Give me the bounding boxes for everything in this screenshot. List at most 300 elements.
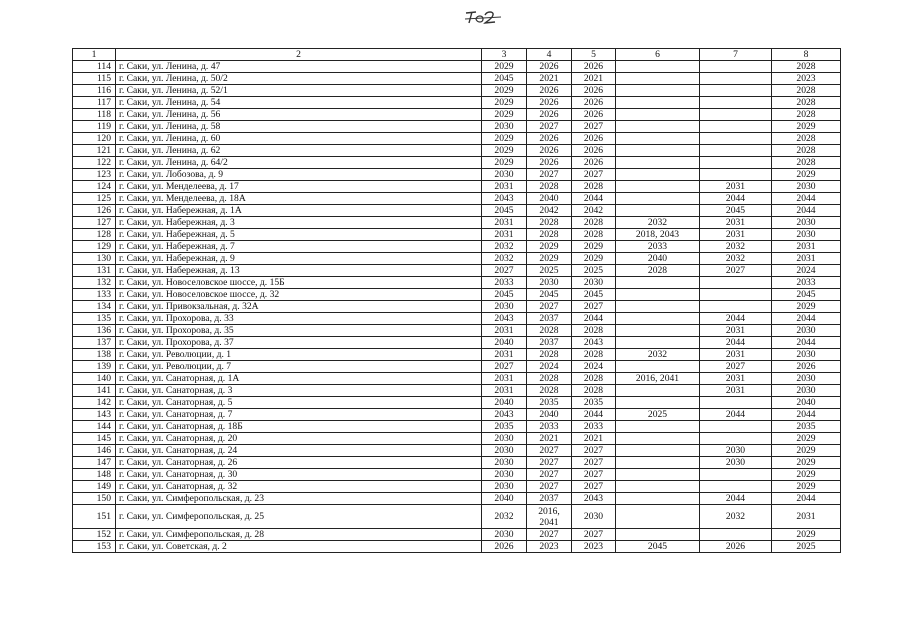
cell-year-col-7 xyxy=(700,469,772,481)
cell-year-col-7: 2031 xyxy=(700,385,772,397)
cell-year-col-3: 2043 xyxy=(482,409,527,421)
cell-year-col-7: 2032 xyxy=(700,253,772,265)
cell-row-number: 142 xyxy=(73,397,116,409)
cell-year-col-6 xyxy=(616,385,700,397)
cell-year-col-6 xyxy=(616,397,700,409)
header-col-7: 7 xyxy=(700,49,772,61)
cell-year-col-7 xyxy=(700,85,772,97)
cell-row-number: 134 xyxy=(73,301,116,313)
cell-year-col-8: 2028 xyxy=(772,145,841,157)
cell-row-number: 136 xyxy=(73,325,116,337)
cell-year-col-8: 2028 xyxy=(772,61,841,73)
cell-year-col-8: 2030 xyxy=(772,325,841,337)
cell-year-col-8: 2044 xyxy=(772,493,841,505)
cell-address: г. Саки, ул. Симферопольская, д. 25 xyxy=(116,505,482,529)
cell-year-col-5: 2026 xyxy=(572,61,616,73)
cell-year-col-3: 2030 xyxy=(482,121,527,133)
cell-year-col-7: 2032 xyxy=(700,241,772,253)
cell-year-col-4: 2028 xyxy=(527,349,572,361)
cell-year-col-6: 2032 xyxy=(616,217,700,229)
cell-address: г. Саки, ул. Новоселовское шоссе, д. 32 xyxy=(116,289,482,301)
cell-year-col-8: 2045 xyxy=(772,289,841,301)
table-row xyxy=(73,133,841,145)
cell-year-col-3: 2032 xyxy=(482,505,527,529)
cell-row-number: 146 xyxy=(73,445,116,457)
cell-year-col-6 xyxy=(616,145,700,157)
cell-year-col-4: 2029 xyxy=(527,241,572,253)
cell-year-col-8: 2030 xyxy=(772,229,841,241)
cell-year-col-7 xyxy=(700,289,772,301)
table-row xyxy=(73,109,841,121)
cell-year-col-7: 2044 xyxy=(700,313,772,325)
cell-year-col-7: 2044 xyxy=(700,493,772,505)
table-row xyxy=(73,217,841,229)
cell-year-col-3: 2040 xyxy=(482,397,527,409)
cell-year-col-6 xyxy=(616,181,700,193)
cell-year-col-8: 2029 xyxy=(772,121,841,133)
cell-year-col-7 xyxy=(700,529,772,541)
cell-year-col-4: 2027 xyxy=(527,301,572,313)
header-col-5: 5 xyxy=(572,49,616,61)
cell-year-col-7: 2045 xyxy=(700,205,772,217)
cell-address: г. Саки, ул. Лобозова, д. 9 xyxy=(116,169,482,181)
table-row xyxy=(73,469,841,481)
cell-row-number: 124 xyxy=(73,181,116,193)
cell-year-col-3: 2030 xyxy=(482,445,527,457)
cell-row-number: 119 xyxy=(73,121,116,133)
cell-year-col-7: 2031 xyxy=(700,229,772,241)
cell-year-col-3: 2035 xyxy=(482,421,527,433)
cell-address: г. Саки, ул. Набережная, д. 9 xyxy=(116,253,482,265)
cell-year-col-3: 2026 xyxy=(482,541,527,553)
cell-year-col-6 xyxy=(616,433,700,445)
cell-year-col-5: 2026 xyxy=(572,97,616,109)
cell-year-col-8: 2029 xyxy=(772,469,841,481)
cell-year-col-5: 2044 xyxy=(572,409,616,421)
cell-year-col-4: 2028 xyxy=(527,229,572,241)
cell-row-number: 133 xyxy=(73,289,116,301)
table-row xyxy=(73,169,841,181)
cell-year-col-5: 2027 xyxy=(572,301,616,313)
cell-year-col-7: 2044 xyxy=(700,337,772,349)
cell-row-number: 131 xyxy=(73,265,116,277)
cell-address: г. Саки, ул. Менделеева, д. 17 xyxy=(116,181,482,193)
cell-year-col-5: 2026 xyxy=(572,145,616,157)
cell-year-col-7: 2031 xyxy=(700,181,772,193)
cell-year-col-4: 2024 xyxy=(527,361,572,373)
cell-year-col-8: 2044 xyxy=(772,313,841,325)
cell-address: г. Саки, ул. Санаторная, д. 1А xyxy=(116,373,482,385)
cell-row-number: 120 xyxy=(73,133,116,145)
cell-row-number: 149 xyxy=(73,481,116,493)
cell-year-col-8: 2028 xyxy=(772,109,841,121)
cell-year-col-5: 2027 xyxy=(572,169,616,181)
cell-address: г. Саки, ул. Санаторная, д. 5 xyxy=(116,397,482,409)
cell-year-col-5: 2027 xyxy=(572,445,616,457)
cell-year-col-4: 2021 xyxy=(527,73,572,85)
cell-year-col-4: 2045 xyxy=(527,289,572,301)
cell-year-col-8: 2031 xyxy=(772,505,841,529)
cell-year-col-7 xyxy=(700,481,772,493)
cell-year-col-3: 2029 xyxy=(482,85,527,97)
cell-year-col-6 xyxy=(616,289,700,301)
cell-year-col-7: 2031 xyxy=(700,349,772,361)
cell-year-col-4: 2027 xyxy=(527,169,572,181)
cell-row-number: 141 xyxy=(73,385,116,397)
cell-year-col-4: 2033 xyxy=(527,421,572,433)
cell-address: г. Саки, ул. Революции, д. 1 xyxy=(116,349,482,361)
cell-year-col-3: 2029 xyxy=(482,109,527,121)
table-row xyxy=(73,73,841,85)
cell-year-col-7 xyxy=(700,157,772,169)
table-row xyxy=(73,349,841,361)
cell-year-col-8: 2029 xyxy=(772,433,841,445)
cell-year-col-5: 2028 xyxy=(572,373,616,385)
cell-year-col-8: 2035 xyxy=(772,421,841,433)
cell-year-col-5: 2021 xyxy=(572,433,616,445)
cell-year-col-6: 2016, 2041 xyxy=(616,373,700,385)
table-row xyxy=(73,85,841,97)
cell-row-number: 122 xyxy=(73,157,116,169)
cell-year-col-5: 2043 xyxy=(572,493,616,505)
cell-year-col-7 xyxy=(700,277,772,289)
cell-year-col-5: 2044 xyxy=(572,313,616,325)
cell-year-col-5: 2023 xyxy=(572,541,616,553)
cell-year-col-7 xyxy=(700,397,772,409)
table-row xyxy=(73,385,841,397)
cell-address: г. Саки, ул. Прохорова, д. 37 xyxy=(116,337,482,349)
cell-year-col-3: 2030 xyxy=(482,481,527,493)
cell-year-col-3: 2031 xyxy=(482,325,527,337)
cell-year-col-4: 2026 xyxy=(527,133,572,145)
header-col-4: 4 xyxy=(527,49,572,61)
table-row xyxy=(73,397,841,409)
cell-year-col-5: 2024 xyxy=(572,361,616,373)
table-body xyxy=(73,61,841,553)
table-row xyxy=(73,97,841,109)
cell-year-col-4: 2028 xyxy=(527,181,572,193)
cell-row-number: 140 xyxy=(73,373,116,385)
table-row xyxy=(73,229,841,241)
cell-year-col-3: 2030 xyxy=(482,457,527,469)
cell-year-col-8: 2028 xyxy=(772,133,841,145)
cell-address: г. Саки, ул. Революции, д. 7 xyxy=(116,361,482,373)
header-row xyxy=(73,49,841,61)
data-table xyxy=(72,48,841,553)
cell-year-col-8: 2029 xyxy=(772,169,841,181)
table-row xyxy=(73,337,841,349)
cell-row-number: 135 xyxy=(73,313,116,325)
cell-address: г. Саки, ул. Набережная, д. 5 xyxy=(116,229,482,241)
cell-year-col-8: 2029 xyxy=(772,457,841,469)
header-col-2: 2 xyxy=(116,49,482,61)
cell-year-col-4: 2040 xyxy=(527,193,572,205)
cell-year-col-4: 2025 xyxy=(527,265,572,277)
cell-address: г. Саки, ул. Ленина, д. 60 xyxy=(116,133,482,145)
cell-year-col-5: 2026 xyxy=(572,109,616,121)
cell-year-col-3: 2031 xyxy=(482,229,527,241)
cell-year-col-4: 2021 xyxy=(527,433,572,445)
cell-year-col-4: 2035 xyxy=(527,397,572,409)
handwritten-page-number xyxy=(463,6,503,28)
cell-address: г. Саки, ул. Санаторная, д. 7 xyxy=(116,409,482,421)
table-row xyxy=(73,61,841,73)
cell-year-col-4: 2037 xyxy=(527,313,572,325)
cell-row-number: 125 xyxy=(73,193,116,205)
cell-year-col-6 xyxy=(616,73,700,85)
cell-row-number: 150 xyxy=(73,493,116,505)
cell-address: г. Саки, ул. Набережная, д. 7 xyxy=(116,241,482,253)
cell-row-number: 137 xyxy=(73,337,116,349)
cell-year-col-4: 2028 xyxy=(527,373,572,385)
cell-year-col-7: 2044 xyxy=(700,409,772,421)
header-col-6: 6 xyxy=(616,49,700,61)
cell-address: г. Саки, ул. Прохорова, д. 33 xyxy=(116,313,482,325)
table-row xyxy=(73,205,841,217)
cell-year-col-8: 2023 xyxy=(772,73,841,85)
cell-year-col-3: 2029 xyxy=(482,97,527,109)
cell-address: г. Саки, ул. Набережная, д. 1А xyxy=(116,205,482,217)
cell-year-col-5: 2027 xyxy=(572,121,616,133)
cell-year-col-6 xyxy=(616,61,700,73)
cell-year-col-6 xyxy=(616,301,700,313)
cell-year-col-7 xyxy=(700,97,772,109)
cell-year-col-4: 2026 xyxy=(527,109,572,121)
table-row xyxy=(73,193,841,205)
cell-address: г. Саки, ул. Набережная, д. 13 xyxy=(116,265,482,277)
cell-year-col-6 xyxy=(616,205,700,217)
cell-year-col-4: 2027 xyxy=(527,121,572,133)
cell-address: г. Саки, ул. Советская, д. 2 xyxy=(116,541,482,553)
cell-year-col-7 xyxy=(700,61,772,73)
cell-year-col-3: 2027 xyxy=(482,361,527,373)
cell-year-col-4: 2027 xyxy=(527,469,572,481)
cell-year-col-4: 2030 xyxy=(527,277,572,289)
table-row xyxy=(73,181,841,193)
cell-year-col-6: 2040 xyxy=(616,253,700,265)
cell-year-col-7 xyxy=(700,433,772,445)
cell-year-col-6: 2025 xyxy=(616,409,700,421)
table-row xyxy=(73,541,841,553)
cell-year-col-8: 2030 xyxy=(772,181,841,193)
cell-year-col-8: 2033 xyxy=(772,277,841,289)
cell-year-col-4: 2026 xyxy=(527,157,572,169)
cell-year-col-5: 2027 xyxy=(572,457,616,469)
cell-year-col-7 xyxy=(700,169,772,181)
table-row xyxy=(73,373,841,385)
cell-year-col-3: 2029 xyxy=(482,61,527,73)
header-col-1: 1 xyxy=(73,49,116,61)
cell-year-col-6 xyxy=(616,325,700,337)
cell-year-col-3: 2030 xyxy=(482,529,527,541)
cell-year-col-7: 2031 xyxy=(700,325,772,337)
table-row xyxy=(73,253,841,265)
cell-row-number: 151 xyxy=(73,505,116,529)
cell-row-number: 145 xyxy=(73,433,116,445)
cell-year-col-8: 2031 xyxy=(772,241,841,253)
cell-row-number: 128 xyxy=(73,229,116,241)
cell-year-col-6 xyxy=(616,529,700,541)
cell-year-col-6 xyxy=(616,337,700,349)
cell-year-col-5: 2028 xyxy=(572,349,616,361)
data-table-container xyxy=(72,48,840,553)
cell-year-col-8: 2030 xyxy=(772,385,841,397)
header-col-8: 8 xyxy=(772,49,841,61)
cell-year-col-6 xyxy=(616,193,700,205)
cell-year-col-3: 2031 xyxy=(482,349,527,361)
cell-year-col-6 xyxy=(616,85,700,97)
cell-address: г. Саки, ул. Санаторная, д. 26 xyxy=(116,457,482,469)
cell-year-col-3: 2030 xyxy=(482,301,527,313)
cell-year-col-5: 2025 xyxy=(572,265,616,277)
table-row xyxy=(73,457,841,469)
cell-year-col-5: 2043 xyxy=(572,337,616,349)
cell-year-col-3: 2032 xyxy=(482,241,527,253)
cell-year-col-7: 2030 xyxy=(700,457,772,469)
cell-year-col-3: 2045 xyxy=(482,73,527,85)
cell-address: г. Саки, ул. Набережная, д. 3 xyxy=(116,217,482,229)
cell-year-col-7: 2031 xyxy=(700,217,772,229)
cell-address: г. Саки, ул. Ленина, д. 47 xyxy=(116,61,482,73)
cell-year-col-6 xyxy=(616,133,700,145)
cell-year-col-3: 2040 xyxy=(482,337,527,349)
table-row xyxy=(73,493,841,505)
cell-year-col-5: 2027 xyxy=(572,529,616,541)
table-row xyxy=(73,421,841,433)
table-row xyxy=(73,433,841,445)
cell-year-col-8: 2025 xyxy=(772,541,841,553)
cell-year-col-6 xyxy=(616,457,700,469)
cell-row-number: 129 xyxy=(73,241,116,253)
cell-row-number: 115 xyxy=(73,73,116,85)
cell-year-col-5: 2028 xyxy=(572,181,616,193)
cell-year-col-8: 2028 xyxy=(772,157,841,169)
cell-year-col-6: 2032 xyxy=(616,349,700,361)
cell-year-col-8: 2031 xyxy=(772,253,841,265)
cell-row-number: 148 xyxy=(73,469,116,481)
cell-year-col-5: 2026 xyxy=(572,85,616,97)
cell-row-number: 121 xyxy=(73,145,116,157)
cell-row-number: 144 xyxy=(73,421,116,433)
cell-year-col-5: 2029 xyxy=(572,253,616,265)
table-row xyxy=(73,505,841,529)
cell-year-col-4: 2026 xyxy=(527,97,572,109)
table-row xyxy=(73,313,841,325)
cell-row-number: 114 xyxy=(73,61,116,73)
cell-year-col-3: 2045 xyxy=(482,289,527,301)
cell-year-col-3: 2031 xyxy=(482,373,527,385)
table-row xyxy=(73,121,841,133)
table-row xyxy=(73,241,841,253)
cell-year-col-6 xyxy=(616,157,700,169)
cell-row-number: 117 xyxy=(73,97,116,109)
cell-year-col-6 xyxy=(616,97,700,109)
cell-year-col-3: 2030 xyxy=(482,469,527,481)
cell-year-col-3: 2033 xyxy=(482,277,527,289)
table-row xyxy=(73,481,841,493)
table-row xyxy=(73,361,841,373)
cell-row-number: 153 xyxy=(73,541,116,553)
cell-year-col-6 xyxy=(616,361,700,373)
cell-address: г. Саки, ул. Ленина, д. 56 xyxy=(116,109,482,121)
cell-year-col-4: 2026 xyxy=(527,145,572,157)
cell-year-col-3: 2032 xyxy=(482,253,527,265)
table-row xyxy=(73,265,841,277)
cell-year-col-3: 2043 xyxy=(482,193,527,205)
cell-row-number: 143 xyxy=(73,409,116,421)
cell-year-col-6: 2045 xyxy=(616,541,700,553)
cell-address: г. Саки, ул. Санаторная, д. 32 xyxy=(116,481,482,493)
cell-year-col-4: 2037 xyxy=(527,337,572,349)
cell-row-number: 152 xyxy=(73,529,116,541)
cell-year-col-8: 2028 xyxy=(772,85,841,97)
cell-year-col-6 xyxy=(616,445,700,457)
cell-year-col-6 xyxy=(616,421,700,433)
cell-year-col-8: 2044 xyxy=(772,409,841,421)
cell-year-col-4: 2040 xyxy=(527,409,572,421)
cell-year-col-5: 2027 xyxy=(572,469,616,481)
cell-year-col-4: 2027 xyxy=(527,529,572,541)
cell-year-col-6 xyxy=(616,121,700,133)
cell-year-col-5: 2028 xyxy=(572,385,616,397)
table-header xyxy=(73,49,841,61)
cell-row-number: 132 xyxy=(73,277,116,289)
cell-year-col-8: 2029 xyxy=(772,301,841,313)
cell-year-col-6 xyxy=(616,277,700,289)
cell-year-col-6: 2033 xyxy=(616,241,700,253)
cell-year-col-5: 2045 xyxy=(572,289,616,301)
cell-year-col-4: 2026 xyxy=(527,61,572,73)
cell-year-col-3: 2031 xyxy=(482,181,527,193)
cell-year-col-7 xyxy=(700,109,772,121)
cell-year-col-4: 2037 xyxy=(527,493,572,505)
cell-year-col-8: 2029 xyxy=(772,445,841,457)
cell-year-col-5: 2044 xyxy=(572,193,616,205)
cell-year-col-7: 2031 xyxy=(700,373,772,385)
cell-year-col-3: 2043 xyxy=(482,313,527,325)
page-number xyxy=(463,6,503,28)
cell-year-col-3: 2029 xyxy=(482,133,527,145)
cell-year-col-4: 2028 xyxy=(527,385,572,397)
cell-year-col-4: 2027 xyxy=(527,457,572,469)
cell-year-col-5: 2035 xyxy=(572,397,616,409)
cell-year-col-8: 2040 xyxy=(772,397,841,409)
cell-year-col-6 xyxy=(616,493,700,505)
cell-year-col-7: 2026 xyxy=(700,541,772,553)
cell-year-col-4: 2028 xyxy=(527,217,572,229)
cell-year-col-5: 2028 xyxy=(572,325,616,337)
cell-row-number: 126 xyxy=(73,205,116,217)
cell-row-number: 147 xyxy=(73,457,116,469)
cell-year-col-4: 2023 xyxy=(527,541,572,553)
cell-year-col-7: 2027 xyxy=(700,265,772,277)
cell-row-number: 127 xyxy=(73,217,116,229)
cell-year-col-8: 2044 xyxy=(772,337,841,349)
cell-row-number: 118 xyxy=(73,109,116,121)
cell-year-col-7: 2027 xyxy=(700,361,772,373)
cell-year-col-8: 2044 xyxy=(772,193,841,205)
cell-year-col-7 xyxy=(700,145,772,157)
cell-year-col-5: 2026 xyxy=(572,157,616,169)
cell-row-number: 138 xyxy=(73,349,116,361)
table-row xyxy=(73,277,841,289)
cell-year-col-3: 2029 xyxy=(482,145,527,157)
cell-year-col-6 xyxy=(616,313,700,325)
cell-address: г. Саки, ул. Ленина, д. 50/2 xyxy=(116,73,482,85)
table-row xyxy=(73,145,841,157)
cell-year-col-4: 2026 xyxy=(527,85,572,97)
table-row xyxy=(73,529,841,541)
